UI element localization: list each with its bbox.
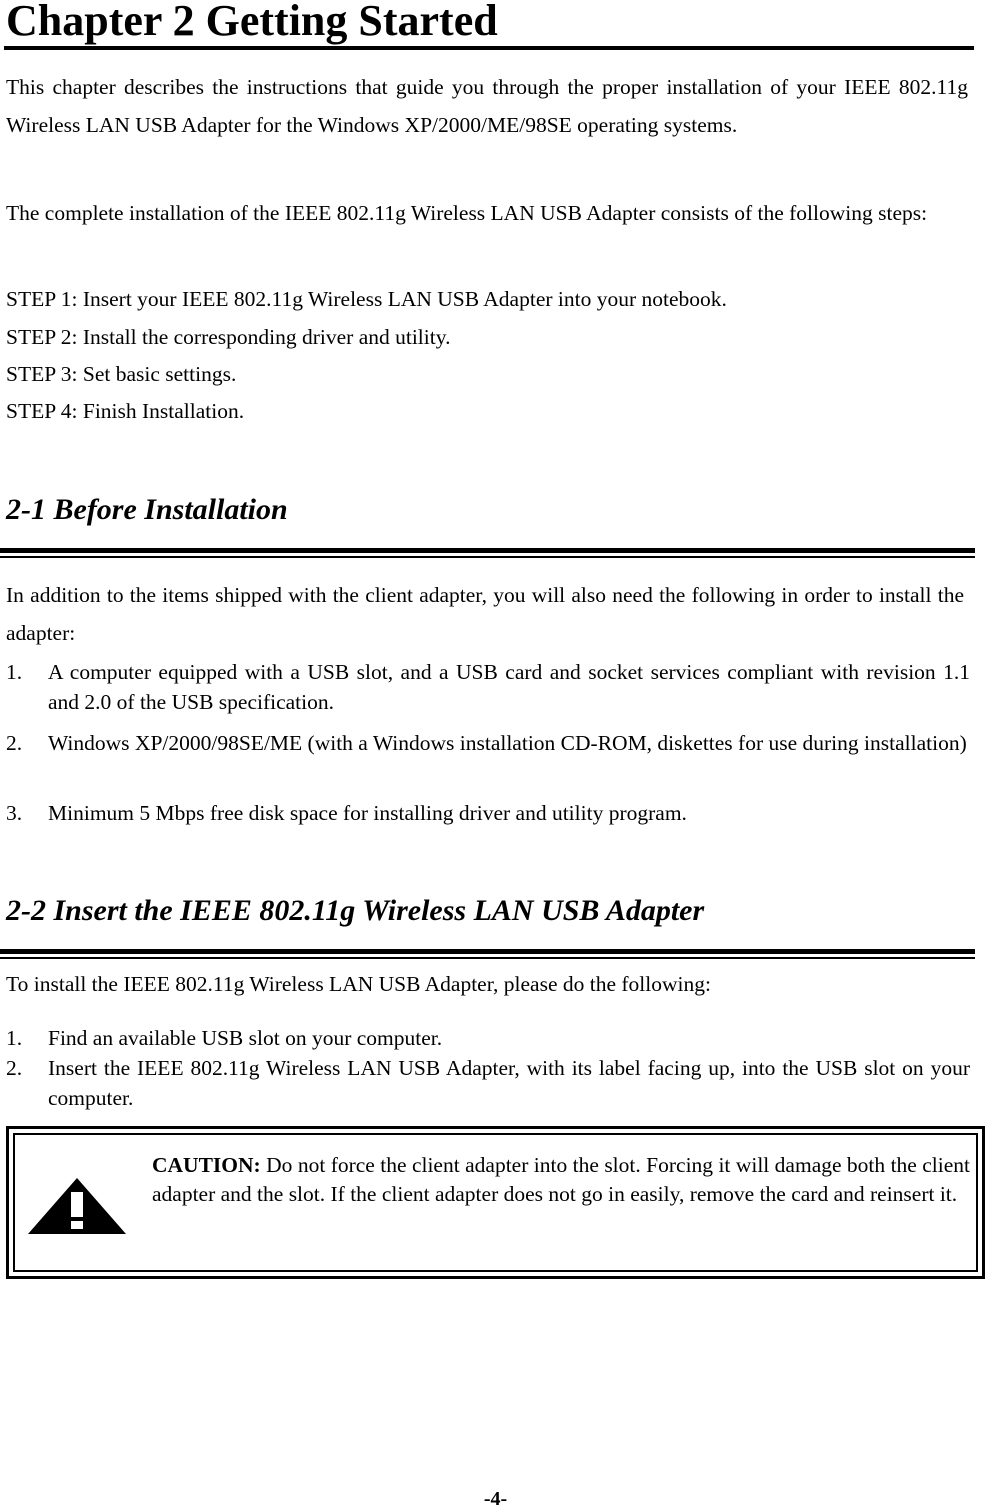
section-rule	[0, 548, 975, 553]
list-item	[6, 1025, 970, 1052]
list-item-number: 2.	[6, 731, 23, 755]
list-item	[6, 657, 970, 717]
list-item-number: 3.	[6, 801, 23, 825]
list-item-number: 2.	[6, 1056, 23, 1080]
list-item-number: 1.	[6, 660, 23, 684]
before-installation-intro: In addition to the items shipped with the client adapter, you will also need the following in order to install the adapter:	[6, 583, 964, 645]
list-item-text: Find an available USB slot on your computer.	[48, 1026, 443, 1050]
caution-text	[152, 1151, 970, 1209]
section-title-before-installation: 2-1 Before Installation	[6, 493, 288, 526]
caution-message: Do not force the client adapter into the slot. Forcing it will damage both the client adapter and the slot. If the client adapter does not go in easily, remove the card and reinsert it.	[152, 1153, 971, 1206]
step-item: STEP 1: Insert your IEEE 802.11g Wireless LAN USB Adapter into your notebook.	[6, 287, 727, 311]
list-item	[6, 1053, 970, 1113]
list-item-text: Insert the IEEE 802.11g Wireless LAN USB Adapter, with its label facing up, into the USB slot on your computer.	[48, 1056, 970, 1110]
step-item: STEP 3: Set basic settings.	[6, 362, 237, 386]
list-item-text: Windows XP/2000/98SE/ME (with a Windows installation CD-ROM, diskettes for use during installation)	[48, 731, 967, 755]
insert-adapter-intro: To install the IEEE 802.11g Wireless LAN USB Adapter, please do the following:	[6, 972, 711, 996]
chapter-intro-paragraph: This chapter describes the instructions that guide you through the proper installation of your IEEE 802.11g Wireless LAN USB Adapter for the Windows XP/2000/ME/98SE operating systems.	[6, 75, 968, 137]
list-item-text: A computer equipped with a USB slot, and a USB card and socket services compliant with revision 1.1 and 2.0 of the USB specification.	[48, 660, 970, 714]
section-rule	[0, 556, 975, 558]
section-title-insert-adapter: 2-2 Insert the IEEE 802.11g Wireless LAN USB Adapter	[6, 894, 705, 927]
chapter-title-rule	[4, 46, 974, 50]
section-rule	[0, 957, 975, 959]
list-item	[6, 798, 970, 828]
list-item	[6, 728, 970, 758]
step-item: STEP 4: Finish Installation.	[6, 399, 245, 423]
chapter-title: Chapter 2 Getting Started	[6, 0, 498, 45]
section-rule	[0, 949, 975, 954]
list-item-number: 1.	[6, 1026, 23, 1050]
list-item-text: Minimum 5 Mbps free disk space for installing driver and utility program.	[48, 801, 687, 825]
caution-label: CAUTION:	[152, 1153, 261, 1177]
warning-triangle-icon	[26, 1176, 128, 1236]
page-number: -4-	[483, 1488, 508, 1510]
steps-intro-paragraph: The complete installation of the IEEE 802.11g Wireless LAN USB Adapter consists of the following steps:	[6, 201, 928, 225]
step-item: STEP 2: Install the corresponding driver and utility.	[6, 325, 451, 349]
